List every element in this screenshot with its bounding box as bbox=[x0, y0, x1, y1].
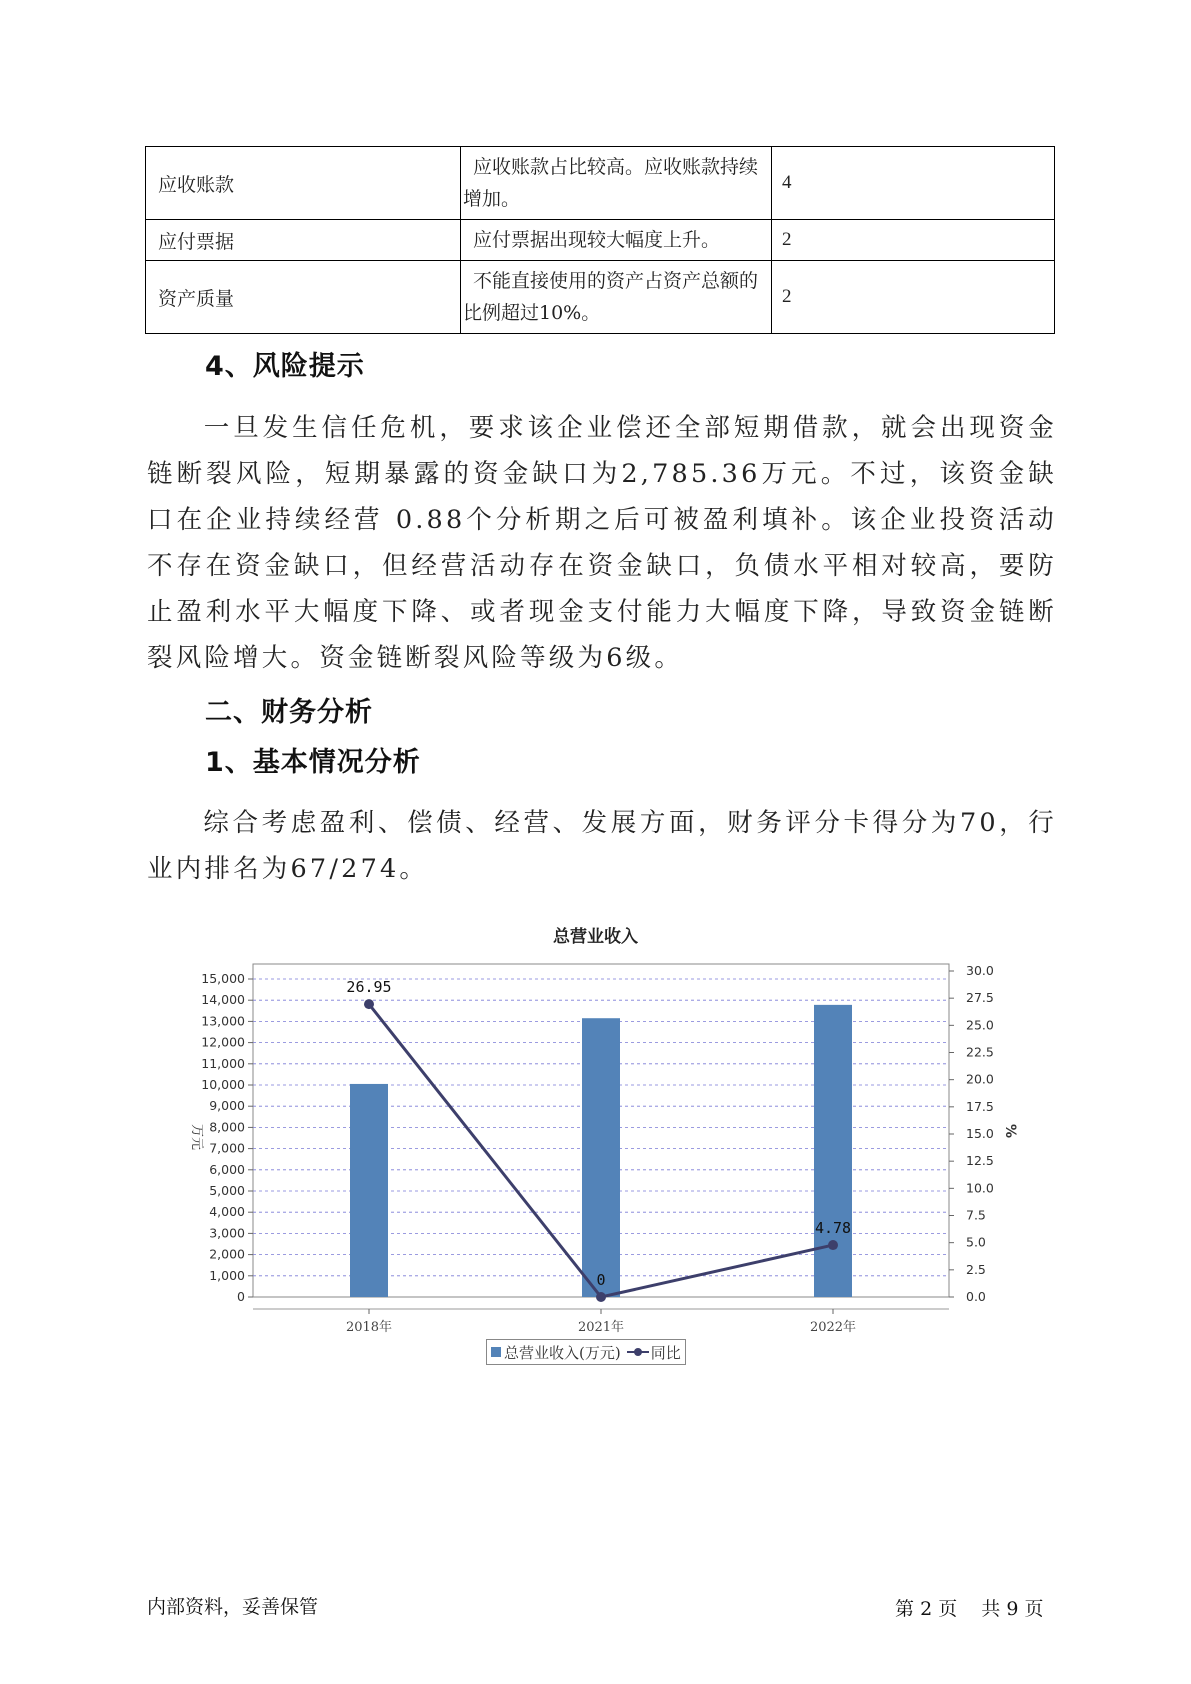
y2-tick-label: 15.0 bbox=[966, 1126, 994, 1141]
legend-line-swatch bbox=[627, 1347, 649, 1357]
y2-tick-label: 12.5 bbox=[966, 1153, 994, 1169]
y-tick-label: 9,000 bbox=[209, 1098, 245, 1114]
y2-tick-label: 20.0 bbox=[966, 1071, 994, 1087]
table-cell-desc: 应收账款占比较高。应收账款持续增加。 bbox=[461, 147, 772, 220]
y2-tick-label: 0.0 bbox=[966, 1289, 986, 1304]
yoy-data-label: 26.95 bbox=[346, 978, 392, 997]
page-prefix: 第 bbox=[895, 1598, 915, 1620]
y2-tick-label: 10.0 bbox=[966, 1180, 994, 1196]
bar-2022年 bbox=[814, 1005, 852, 1297]
chart-legend bbox=[486, 1339, 686, 1365]
bar-2018年 bbox=[350, 1084, 388, 1297]
x-tick-label: 2018年 bbox=[345, 1320, 393, 1335]
legend-bar-swatch bbox=[491, 1347, 501, 1357]
y-tick-label: 0 bbox=[237, 1289, 245, 1304]
y2-tick-label: 30.0 bbox=[966, 963, 994, 978]
y-tick-label: 14,000 bbox=[201, 992, 245, 1008]
footer-confidential: 内部资料，妥善保管 bbox=[147, 1596, 319, 1618]
table-cell-desc: 不能直接使用的资产占资产总额的比例超过10%。 bbox=[461, 261, 772, 334]
section-heading-risk: 4、风险提示 bbox=[205, 351, 365, 382]
y-tick-label: 6,000 bbox=[209, 1161, 245, 1177]
table-cell-item: 应收账款 bbox=[146, 147, 461, 220]
yoy-point-2022年 bbox=[828, 1240, 838, 1250]
yoy-point-2021年 bbox=[596, 1292, 606, 1302]
y2-tick-label: 2.5 bbox=[966, 1261, 986, 1277]
y-tick-label: 2,000 bbox=[209, 1246, 245, 1262]
y-tick-label: 15,000 bbox=[201, 971, 245, 986]
section-heading-basic: 1、基本情况分析 bbox=[205, 747, 421, 778]
y-tick-label: 8,000 bbox=[209, 1119, 245, 1135]
y2-tick-label: 5.0 bbox=[966, 1234, 986, 1250]
bar-2021年 bbox=[582, 1018, 620, 1297]
y-tick-label: 5,000 bbox=[209, 1183, 245, 1198]
basic-paragraph-text: 综合考虑盈利、偿债、经营、发展方面，财务评分卡得分为70，行业内排名为67/274。 bbox=[147, 808, 1057, 884]
table-cell-score: 4 bbox=[772, 147, 1055, 220]
y2-axis-label: % bbox=[1002, 1123, 1018, 1139]
y-tick-label: 10,000 bbox=[201, 1077, 245, 1092]
y-axis-label: 万元 bbox=[189, 1123, 204, 1151]
footer-page-number bbox=[895, 1594, 1043, 1621]
page-current: 2 bbox=[920, 1598, 933, 1620]
total-unit: 页 bbox=[1024, 1598, 1044, 1620]
section-heading-financial: 二、财务分析 bbox=[205, 697, 373, 728]
total-prefix: 共 bbox=[981, 1598, 1001, 1620]
chart-title: 总营业收入 bbox=[553, 927, 638, 947]
y-tick-label: 7,000 bbox=[209, 1140, 245, 1156]
table-cell-item: 应付票据 bbox=[146, 220, 461, 261]
y2-tick-label: 25.0 bbox=[966, 1017, 994, 1033]
yoy-data-label: 0 bbox=[596, 1271, 606, 1289]
yoy-point-2018年 bbox=[364, 999, 374, 1009]
y2-tick-label: 27.5 bbox=[966, 990, 994, 1006]
table-cell-item: 资产质量 bbox=[146, 261, 461, 334]
y-tick-label: 12,000 bbox=[201, 1034, 245, 1050]
risk-paragraph-text: 一旦发生信任危机，要求该企业偿还全部短期借款，就会出现资金链断裂风险，短期暴露的资金缺口为2,785.36万元。不过，该资金缺口在企业持续经营 0.88个分析期之后可被盈利填补。该企业投资活动不存在资金缺口，但经营活动存在资金缺口，负债水平相对较高，要防止盈利水平大幅度下降、或者现金支付能力大幅度下降，导致资金链断裂风险增大。资金链断裂风险等级为6级。 bbox=[147, 413, 1057, 673]
page-total: 9 bbox=[1006, 1598, 1019, 1620]
y2-tick-label: 7.5 bbox=[966, 1207, 986, 1223]
legend-line-label: 同比 bbox=[650, 1343, 681, 1362]
y-tick-label: 11,000 bbox=[201, 1055, 245, 1071]
legend-bar-label: 总营业收入(万元) bbox=[504, 1343, 621, 1362]
table-cell-score: 2 bbox=[772, 261, 1055, 334]
table-cell-desc: 应付票据出现较大幅度上升。 bbox=[461, 220, 772, 261]
yoy-data-label: 4.78 bbox=[814, 1219, 852, 1238]
y-tick-label: 4,000 bbox=[209, 1204, 245, 1220]
y-tick-label: 3,000 bbox=[209, 1225, 245, 1241]
y2-tick-label: 22.5 bbox=[966, 1044, 994, 1060]
y-tick-label: 13,000 bbox=[201, 1013, 245, 1029]
x-tick-label: 2021年 bbox=[577, 1320, 625, 1335]
page-unit: 页 bbox=[938, 1598, 958, 1620]
y2-tick-label: 17.5 bbox=[966, 1098, 994, 1114]
y-tick-label: 1,000 bbox=[209, 1267, 245, 1283]
table-cell-score: 2 bbox=[772, 220, 1055, 261]
x-tick-label: 2022年 bbox=[809, 1320, 857, 1335]
